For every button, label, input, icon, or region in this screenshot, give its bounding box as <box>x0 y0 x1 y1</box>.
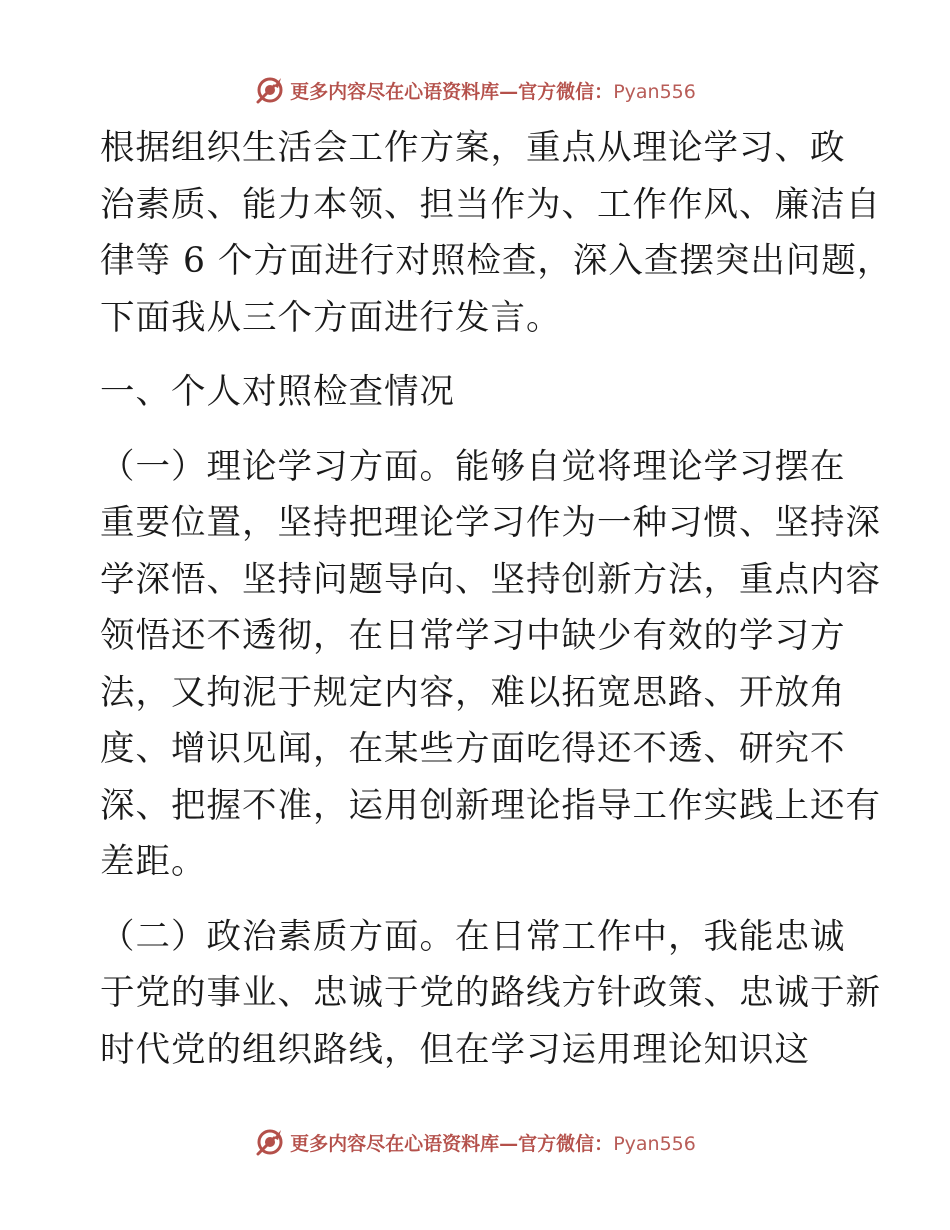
watermark-dash: — <box>499 80 519 103</box>
quill-seal-logo-icon <box>254 1126 286 1158</box>
watermark-handle: Pyan556 <box>613 80 696 103</box>
quill-seal-logo-icon <box>254 74 286 106</box>
watermark-text <box>290 77 696 104</box>
watermark-dash: — <box>499 1132 519 1155</box>
watermark-wechat-label: 官方微信： <box>518 80 614 103</box>
watermark-text <box>290 1129 696 1156</box>
theory-study-paragraph <box>100 439 881 891</box>
footer-watermark <box>0 1122 950 1162</box>
text-line: （二）政治素质方面。在日常工作中，我能忠诚 <box>100 916 846 957</box>
text-line: 时代党的组织路线，但在学习运用理论知识这 <box>100 1029 810 1070</box>
political-quality-paragraph <box>100 909 881 1079</box>
text-line: 差距。 <box>100 842 207 882</box>
text-line: 领悟还不透彻，在日常学习中缺少有效的学习方 <box>100 616 846 656</box>
intro-paragraph <box>100 120 893 346</box>
document-body <box>100 120 893 1078</box>
text-line: 根据组织生活会工作方案，重点从理论学习、政 <box>100 128 846 168</box>
text-line: 度、增识见闻，在某些方面吃得还不透、研究不 <box>100 729 846 769</box>
watermark-site-text: 更多内容尽在心语资料库 <box>290 1132 500 1155</box>
watermark-handle: Pyan556 <box>613 1132 696 1155</box>
text-line: （一）理论学习方面。能够自觉将理论学习摆在 <box>100 446 846 487</box>
text-line: 于党的事业、忠诚于党的路线方针政策、忠诚于新 <box>100 973 881 1013</box>
text-line: 法，又拘泥于规定内容，难以拓宽思路、开放角 <box>100 672 846 713</box>
text-line: 律等 6 个方面进行对照检查，深入查摆突出问题， <box>100 241 893 281</box>
heading-line: 一、个人对照检查情况 <box>100 372 455 412</box>
text-line: 治素质、能力本领、担当作为、工作作风、廉洁自 <box>100 184 881 225</box>
text-line: 学深悟、坚持问题导向、坚持创新方法，重点内容 <box>100 559 881 600</box>
header-watermark <box>0 70 950 110</box>
watermark-site-text: 更多内容尽在心语资料库 <box>290 80 500 103</box>
text-line: 下面我从三个方面进行发言。 <box>100 297 562 338</box>
text-line: 深、把握不准，运用创新理论指导工作实践上还有 <box>100 785 881 826</box>
watermark-wechat-label: 官方微信： <box>518 1132 614 1155</box>
section-heading <box>100 364 852 421</box>
text-line: 重要位置，坚持把理论学习作为一种习惯、坚持深 <box>100 503 881 543</box>
